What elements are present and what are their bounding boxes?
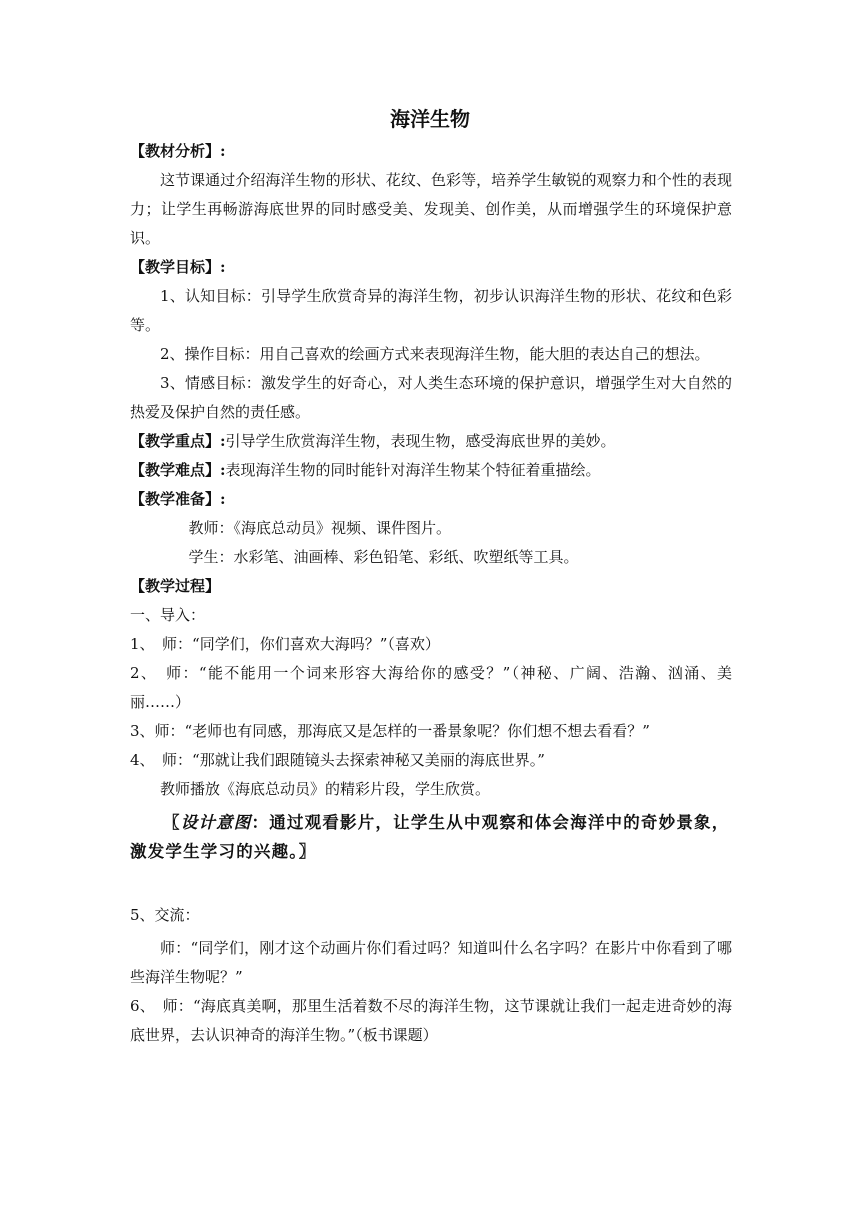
section-heading-preparation: 【教学准备】: bbox=[130, 490, 226, 508]
objective-item: 1、认知目标：引导学生欣赏奇异的海洋生物，初步认识海洋生物的形状、花纹和色彩等。 bbox=[130, 287, 732, 334]
preparation-teacher: 教师：《海底总动员》视频、课件图片。 bbox=[188, 519, 452, 537]
key-points-label: 【教学重点】: bbox=[130, 432, 226, 450]
section-heading-textbook-analysis: 【教材分析】: bbox=[130, 142, 226, 160]
section-heading-process: 【教学过程】 bbox=[130, 577, 221, 595]
process-step-5: 5、交流： bbox=[130, 906, 200, 924]
process-step: 4、 师：“那就让我们跟随镜头去探索神秘又美丽的海底世界。” bbox=[130, 751, 545, 769]
design-intent-text: ：通过观看影片，让学生从中观察和体会海洋中的奇妙景象，激发学生学习的兴趣。〗 bbox=[130, 813, 730, 861]
difficulties-text: 表现海洋生物的同时能针对海洋生物某个特征着重描绘。 bbox=[225, 461, 601, 479]
objective-item: 3、情感目标：激发学生的好奇心，对人类生态环境的保护意识，增强学生对大自然的热爱及保护自然的责任感。 bbox=[130, 374, 732, 421]
key-points-line bbox=[130, 427, 732, 456]
video-note: 教师播放《海底总动员》的精彩片段，学生欣赏。 bbox=[160, 780, 491, 798]
difficulties-label: 【教学难点】: bbox=[130, 461, 226, 479]
objective-item: 2、操作目标：用自己喜欢的绘画方式来表现海洋生物，能大胆的表达自己的想法。 bbox=[160, 345, 710, 363]
document-body bbox=[130, 137, 732, 1050]
process-step: 1、 师：“同学们，你们喜欢大海吗？”（喜欢） bbox=[130, 635, 440, 653]
process-part-1: 一、导入： bbox=[130, 606, 206, 624]
process-step-5-body: 师：“同学们，刚才这个动画片你们看过吗？知道叫什么名字吗？在影片中你看到了哪些海洋生物呢？” bbox=[130, 939, 732, 986]
textbook-analysis-paragraph: 这节课通过介绍海洋生物的形状、花纹、色彩等，培养学生敏锐的观察力和个性的表现力；让学生再畅游海底世界的同时感受美、发现美、创作美，从而增强学生的环境保护意识。 bbox=[130, 171, 732, 247]
key-points-text: 引导学生欣赏海洋生物，表现生物，感受海底世界的美妙。 bbox=[225, 432, 616, 450]
blank-line bbox=[130, 866, 732, 901]
design-intent-label: 设计意图 bbox=[180, 813, 252, 832]
process-step: 3、师：“老师也有同感，那海底又是怎样的一番景象呢？你们想不想去看看？” bbox=[130, 722, 650, 740]
document-title: 海洋生物 bbox=[390, 107, 470, 131]
section-heading-objectives: 【教学目标】: bbox=[130, 258, 226, 276]
design-intent bbox=[130, 808, 732, 866]
difficulties-line bbox=[130, 456, 732, 485]
preparation-student: 学生：水彩笔、油画棒、彩色铅笔、彩纸、吹塑纸等工具。 bbox=[188, 548, 579, 566]
process-step-6: 6、 师：“海底真美啊，那里生活着数不尽的海洋生物，这节课就让我们一起走进奇妙的海底世界，去认识神奇的海洋生物。”（板书课题） bbox=[130, 997, 732, 1044]
design-intent-open: 〖 bbox=[163, 813, 181, 832]
process-step: 2、 师：“能不能用一个词来形容大海给你的感受？”（神秘、广阔、浩瀚、汹涌、美丽……） bbox=[130, 664, 732, 711]
